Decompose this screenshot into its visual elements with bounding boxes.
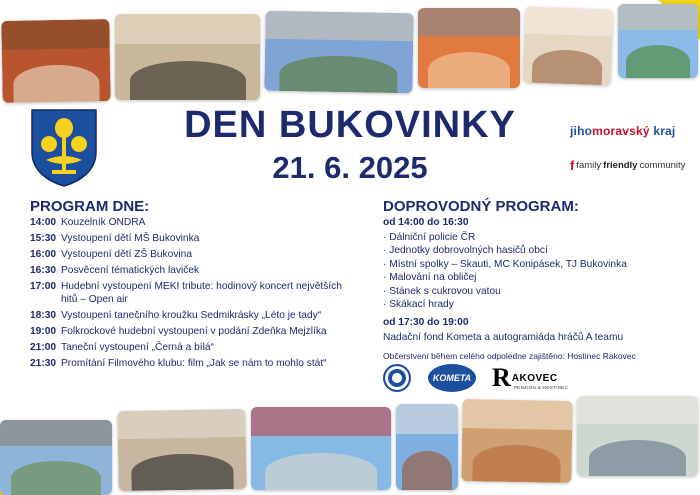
program-text: Vystoupení dětí MŠ Bukovinka bbox=[61, 233, 200, 244]
ff-plain: family bbox=[576, 160, 602, 171]
ff-bold: friendly bbox=[603, 160, 638, 171]
accompanying-item-text: Dálniční policie ČR bbox=[389, 232, 476, 243]
jm-suffix: kraj bbox=[649, 124, 676, 138]
accompanying-item-text: Stánek s cukrovou vatou bbox=[389, 285, 501, 297]
accompanying-item-text: Skákací hrady bbox=[389, 299, 454, 311]
program-list bbox=[30, 216, 360, 373]
photo-ceremony bbox=[115, 14, 260, 100]
program-item bbox=[30, 357, 360, 370]
photo-seniors bbox=[577, 396, 698, 476]
program-time: 15:30 bbox=[30, 233, 57, 244]
program-item bbox=[30, 248, 360, 261]
program-time: 16:00 bbox=[30, 249, 57, 260]
program-text: Vystoupení tanečního kroužku Sedmikrásky „Léto je tady“ bbox=[61, 310, 322, 321]
program-time: 19:00 bbox=[30, 326, 57, 337]
family-friendly-icon: f bbox=[570, 158, 575, 173]
program-heading: PROGRAM DNE: bbox=[30, 198, 150, 215]
accompanying-item: · Dálniční policie ČR bbox=[383, 232, 476, 243]
photo-library bbox=[461, 399, 572, 483]
coat-of-arms-icon bbox=[30, 108, 98, 188]
program-text: Promítání Filmového klubu: film „Jak se nám to mohlo stát“ bbox=[61, 358, 327, 369]
photo-maypole bbox=[396, 404, 458, 490]
rakovec-initial: R bbox=[492, 363, 511, 392]
program-item bbox=[30, 325, 360, 338]
program-item bbox=[30, 309, 360, 322]
accompanying-heading: DOPROVODNÝ PROGRAM: bbox=[383, 198, 579, 215]
kometa-logo: KOMETA bbox=[428, 364, 476, 392]
program-text: Kouzelník ONDRA bbox=[61, 217, 146, 228]
rakovec-sub: PENZION & HOSTINEC bbox=[514, 385, 569, 390]
photo-firefighters bbox=[117, 409, 246, 491]
refreshment-note: Občerstvení během celého odpoledne zajištěno: Hostinec Rakovec bbox=[383, 351, 636, 362]
photo-reading bbox=[523, 6, 614, 85]
event-date: 21. 6. 2025 bbox=[272, 150, 428, 185]
program-time: 14:00 bbox=[30, 217, 57, 228]
ff-end: community bbox=[639, 160, 686, 171]
accompanying-item-text: Místní spolky – Skauti, MC Konipásek, TJ Bukovinka bbox=[389, 258, 627, 270]
program-item bbox=[30, 216, 360, 229]
program-time: 17:00 bbox=[30, 281, 57, 292]
program-time: 16:30 bbox=[30, 265, 57, 276]
accompanying-item: · Stánek s cukrovou vatou bbox=[383, 285, 501, 297]
jm-prefix: jiho bbox=[570, 124, 593, 138]
program-item bbox=[30, 264, 360, 277]
accompanying-item-text: Jednotky dobrovolných hasičů obcí bbox=[389, 245, 548, 257]
program-text: Hudební vystoupení MEKI tribute: hodinový koncert největších hitů – Open air bbox=[61, 281, 342, 305]
accompanying-time-2: od 17:30 do 19:00 bbox=[383, 317, 469, 329]
accompanying-time-1: od 14:00 do 16:30 bbox=[383, 217, 469, 228]
photo-fire-truck bbox=[0, 420, 112, 495]
jihomoravsky-kraj-logo bbox=[570, 124, 675, 138]
accompanying-item-text: Malování na obličej bbox=[389, 272, 477, 284]
program-time: 21:30 bbox=[30, 358, 57, 369]
accompanying-item: · Malování na obličej bbox=[383, 272, 477, 284]
jm-strong: moravský bbox=[592, 124, 650, 138]
photo-face-painting bbox=[418, 8, 520, 88]
accompanying-list bbox=[383, 216, 683, 361]
accompanying-item: · Skákací hrady bbox=[383, 299, 454, 311]
photo-dancers bbox=[251, 407, 391, 490]
family-friendly-logo bbox=[570, 158, 685, 173]
rakovec-logo bbox=[492, 364, 572, 392]
program-item bbox=[30, 280, 360, 306]
photo-magician bbox=[1, 19, 110, 103]
program-text: Folkrockové hudební vystoupení v podání Zdeňka Mejzlíka bbox=[61, 326, 327, 337]
program-item bbox=[30, 232, 360, 245]
program-time: 21:00 bbox=[30, 342, 57, 353]
photo-playground bbox=[618, 4, 698, 78]
page-title: DEN BUKOVINKY bbox=[184, 104, 516, 146]
photo-crowd bbox=[264, 11, 413, 94]
program-text: Posvěcení tématických laviček bbox=[61, 265, 200, 276]
program-time: 18:30 bbox=[30, 310, 57, 321]
accompanying-item: · Místní spolky – Skauti, MC Konipásek, TJ Bukovinka bbox=[383, 258, 627, 270]
program-item bbox=[30, 341, 360, 354]
accompanying-kometa-text: Nadační fond Kometa a autogramiáda hráčů A teamu bbox=[383, 332, 624, 344]
police-logo-icon bbox=[383, 364, 411, 392]
program-text: Vystoupení dětí ZŠ Bukovina bbox=[61, 249, 193, 260]
program-text: Taneční vystoupení „Černá a bílá“ bbox=[61, 342, 214, 353]
accompanying-item: · Jednotky dobrovolných hasičů obcí bbox=[383, 245, 548, 257]
rakovec-text: AKOVEC bbox=[511, 372, 558, 384]
